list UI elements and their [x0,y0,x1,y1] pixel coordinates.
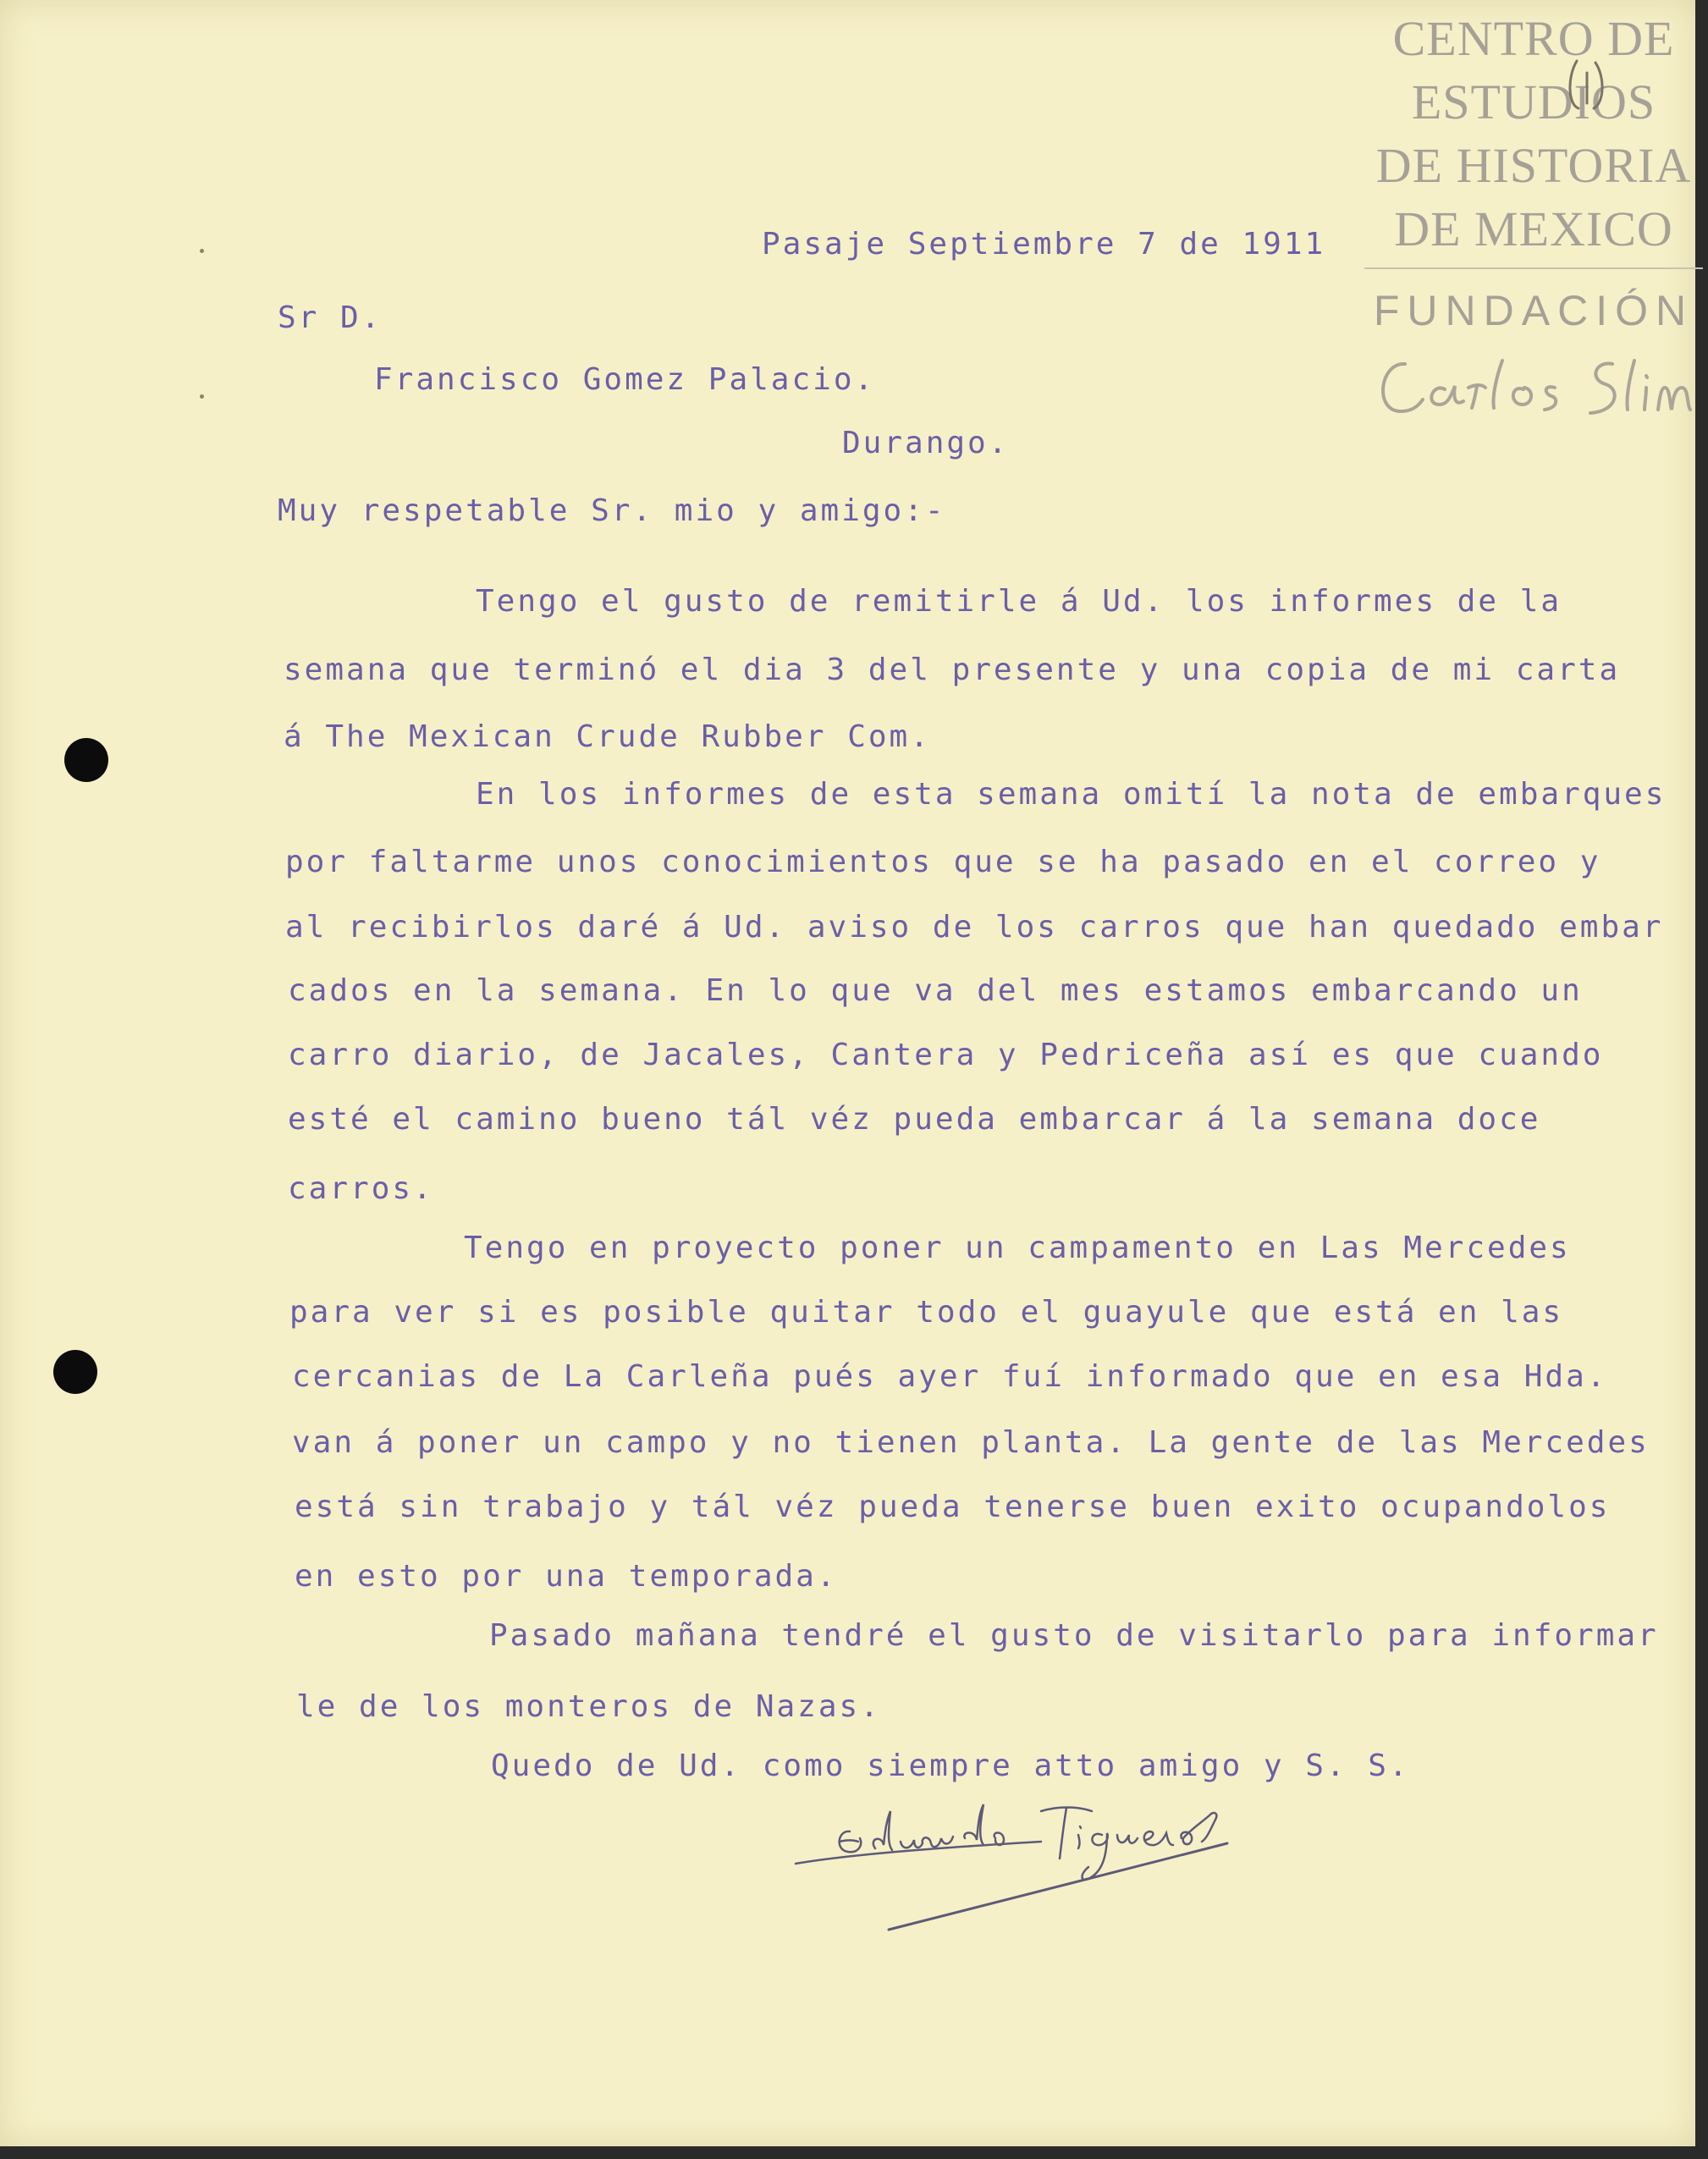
punch-hole-bottom [53,1350,97,1394]
body-line: van á poner un campo y no tienen planta. La gente de las Mercedes [292,1425,1650,1460]
stamp-line: DE HISTORIA [1375,138,1692,193]
body-line: esté el camino bueno tál véz pueda embarcar á la semana doce [288,1102,1541,1137]
stamp-line: DE MEXICO [1394,201,1673,256]
punch-hole-top [64,738,108,782]
body-line: En los informes de esta semana omití la nota de embarques [476,777,1667,812]
body-line: por faltarme unos conocimientos que se ha pasado en el correo y [285,845,1601,879]
body-line: cercanias de La Carleña pués ayer fuí informado que en esa Hda. [292,1359,1608,1394]
handwritten-signature [787,1786,1244,1938]
body-line: Pasado mañana tendré el gusto de visitarlo para informar [489,1618,1659,1653]
stamp-foundation: FUNDACIÓN [1373,287,1694,334]
stamp-divider [1364,267,1703,269]
recipient-city: Durango. [842,426,1010,460]
paper-speck [200,249,204,253]
body-line: para ver si es posible quitar todo el guayule que está en las [289,1295,1564,1330]
body-line: cados en la semana. En lo que va del mes estamos embarcando un [288,973,1583,1008]
paper-speck [200,394,204,399]
closing-line: Quedo de Ud. como siempre atto amigo y S. S. [491,1749,1410,1783]
stamp-line: CENTRO DE [1392,11,1675,66]
body-line: está sin trabajo y tál véz pueda tenerse buen exito ocupandolos [295,1490,1611,1524]
body-line: al recibirlos daré á Ud. aviso de los carros que han quedado embar [285,910,1664,945]
body-line: carros. [288,1171,434,1206]
stamp-signature-logo [1367,345,1705,430]
body-line: á The Mexican Crude Rubber Com. [284,719,931,754]
body-line: en esto por una temporada. [295,1559,838,1594]
body-line: Tengo el gusto de remitirle á Ud. los informes de la [476,584,1562,619]
body-line: Tengo en proyecto poner un campamento en Las Mercedes [464,1231,1571,1265]
salutation: Muy respetable Sr. mio y amigo:- [278,493,946,528]
body-line: le de los monteros de Nazas. [296,1689,881,1724]
body-line: carro diario, de Jacales, Cantera y Pedriceña así es que cuando [288,1038,1604,1072]
letter-date: Pasaje Septiembre 7 de 1911 [762,227,1326,262]
recipient-name: Francisco Gomez Palacio. [374,362,876,397]
archive-stamp [1364,7,1703,340]
recipient-title: Sr D. [278,300,383,335]
page-number-mark [1562,52,1612,120]
stamp-line: ESTUDIOS [1411,74,1656,129]
body-line: semana que terminó el dia 3 del presente y una copia de mi carta [284,653,1621,687]
